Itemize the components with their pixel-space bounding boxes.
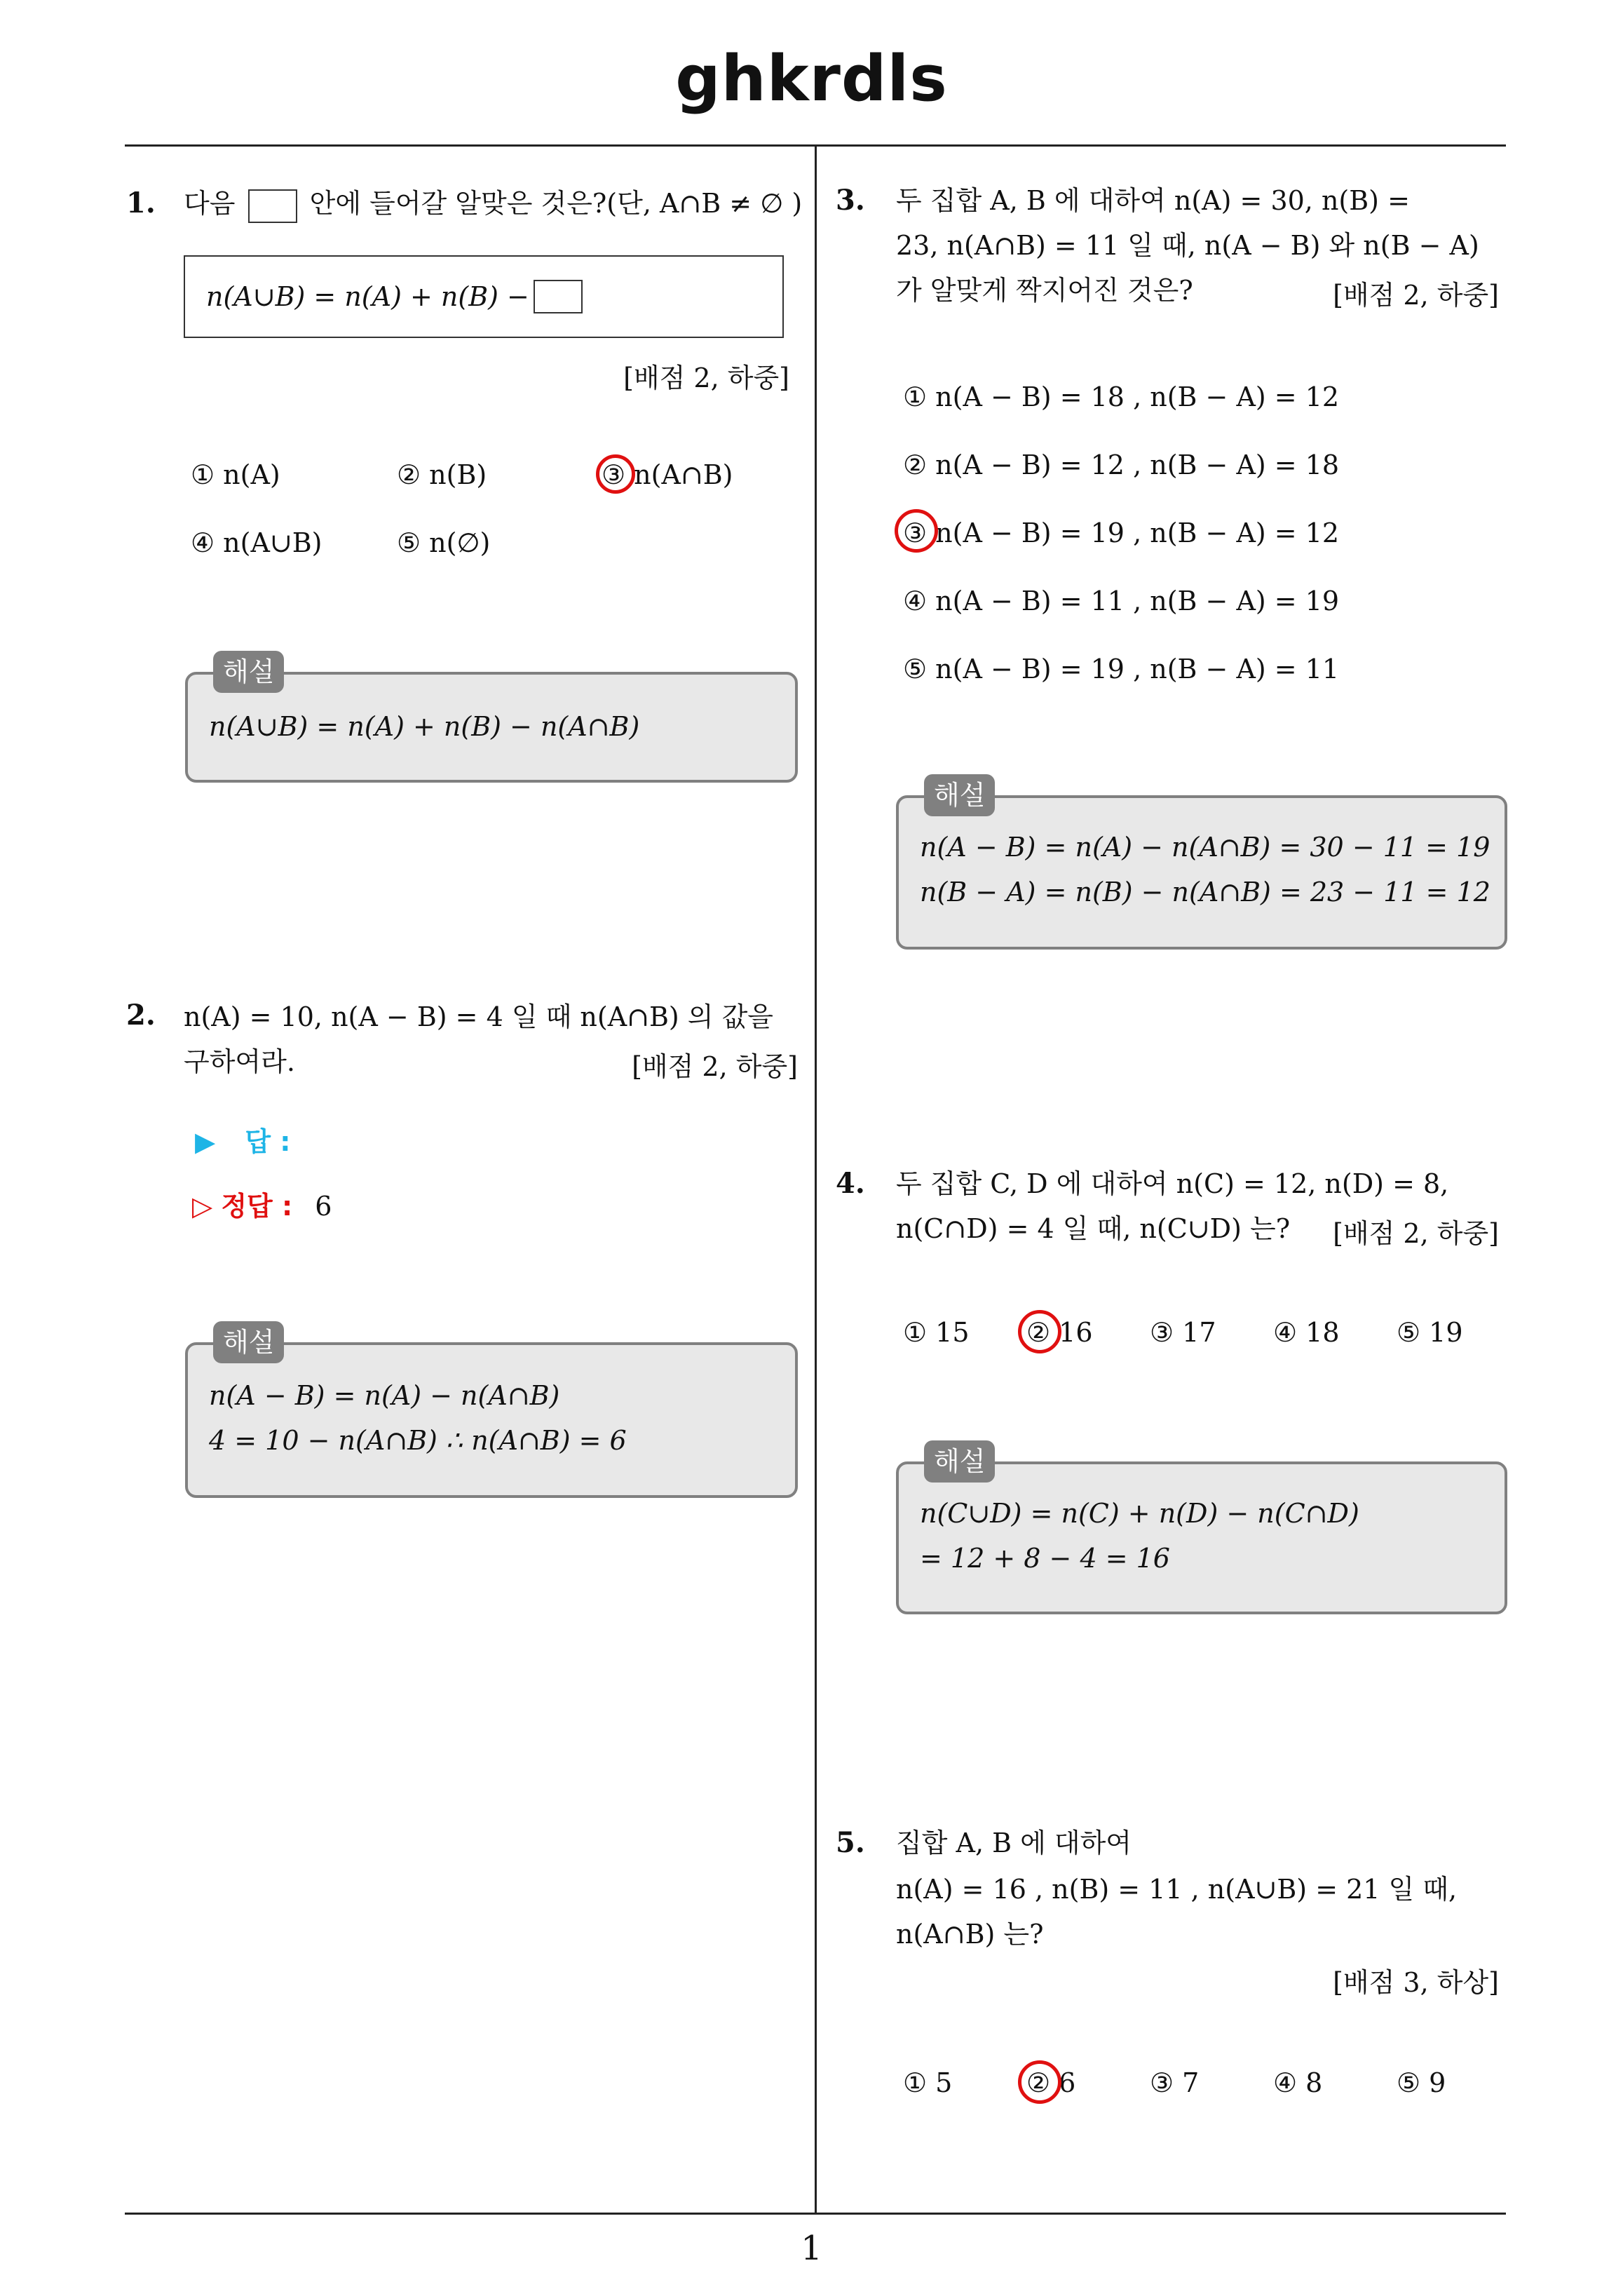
choice-5[interactable]: ⑤ 19 bbox=[1397, 1317, 1463, 1348]
score-label: [배점 2, 하중] bbox=[623, 363, 789, 393]
answer-circle-mark bbox=[1018, 2060, 1061, 2104]
choice-4[interactable]: ④ n(A − B) = 11 , n(B − A) = 19 bbox=[903, 586, 1340, 616]
key-arrow-icon: ▷ bbox=[192, 1191, 213, 1222]
blank-box bbox=[248, 189, 297, 223]
choice-3[interactable]: ③ 17 bbox=[1150, 1317, 1216, 1348]
solution-line: = 12 + 8 − 4 = 16 bbox=[920, 1543, 1170, 1574]
blank-box bbox=[534, 280, 583, 313]
question-text-part: 다음 bbox=[184, 188, 236, 219]
solution-line: n(B − A) = n(B) − n(A∩B) = 23 − 11 = 12 bbox=[920, 877, 1490, 907]
solution-tag: 해설 bbox=[213, 651, 284, 693]
question-text: 두 집합 C, D 에 대하여 n(C) = 12, n(D) = 8, bbox=[896, 1168, 1449, 1199]
question-number: 2. bbox=[126, 999, 156, 1032]
question-text: n(A∩B) 는? bbox=[896, 1919, 1044, 1950]
formula-box bbox=[184, 255, 784, 338]
score-label: [배점 2, 하중] bbox=[1333, 1218, 1499, 1249]
choice-2[interactable]: ② n(A − B) = 12 , n(B − A) = 18 bbox=[903, 450, 1340, 480]
choice-1[interactable]: ① n(A) bbox=[191, 459, 280, 490]
question-number: 5. bbox=[836, 1826, 865, 1859]
solution-box bbox=[185, 656, 798, 783]
question-text: n(A) = 16 , n(B) = 11 , n(A∪B) = 21 일 때, bbox=[896, 1874, 1458, 1905]
choice-3[interactable]: ③ n(A − B) = 19 , n(B − A) = 12 bbox=[903, 518, 1340, 548]
solution-line: n(C∪D) = n(C) + n(D) − n(C∩D) bbox=[920, 1498, 1359, 1529]
choice-1[interactable]: ① n(A − B) = 18 , n(B − A) = 12 bbox=[903, 381, 1340, 412]
question-text: n(A) = 10, n(A − B) = 4 일 때 n(A∩B) 의 값을 bbox=[184, 1001, 774, 1032]
answer-arrow-icon: ▶ bbox=[195, 1126, 216, 1157]
choice-4[interactable]: ④ 8 bbox=[1273, 2067, 1323, 2098]
choice-1[interactable]: ① 15 bbox=[903, 1317, 970, 1348]
choice-2[interactable]: ② 6 bbox=[1026, 2067, 1076, 2098]
answer-label: 답 : bbox=[245, 1126, 291, 1157]
column-divider bbox=[815, 144, 817, 2215]
question-text: 집합 A, B 에 대하여 bbox=[896, 1828, 1132, 1858]
choice-3[interactable]: ③ n(A∩B) bbox=[602, 459, 733, 490]
question-text: n(C∩D) = 4 일 때, n(C∪D) 는? bbox=[896, 1213, 1291, 1244]
choice-2[interactable]: ② n(B) bbox=[397, 459, 487, 490]
choice-5[interactable]: ⑤ 9 bbox=[1397, 2067, 1446, 2098]
solution-tag: 해설 bbox=[924, 1440, 995, 1483]
solution-tag: 해설 bbox=[924, 774, 995, 816]
choice-2[interactable]: ② 16 bbox=[1026, 1317, 1093, 1348]
choice-4[interactable]: ④ n(A∪B) bbox=[191, 527, 322, 558]
question-text-part: 안에 들어갈 알맞은 것은?(단, A∩B ≠ ∅ ) bbox=[309, 188, 803, 219]
solution-line: 4 = 10 − n(A∩B) ∴ n(A∩B) = 6 bbox=[209, 1425, 627, 1456]
score-label: [배점 2, 하중] bbox=[1333, 280, 1499, 311]
solution-box bbox=[185, 1327, 798, 1498]
page-number: 1 bbox=[801, 2229, 822, 2268]
solution-tag: 해설 bbox=[213, 1321, 284, 1363]
answer-row bbox=[195, 1119, 290, 1164]
question-text bbox=[184, 181, 802, 226]
solution-line: n(A − B) = n(A) − n(A∩B) = 30 − 11 = 19 bbox=[920, 832, 1490, 863]
score-label: [배점 2, 하중] bbox=[632, 1051, 798, 1082]
solution-line: n(A∪B) = n(A) + n(B) − n(A∩B) bbox=[209, 711, 640, 742]
question-number: 1. bbox=[126, 187, 156, 220]
choice-5[interactable]: ⑤ n(A − B) = 19 , n(B − A) = 11 bbox=[903, 654, 1340, 684]
choice-4[interactable]: ④ 18 bbox=[1273, 1317, 1340, 1348]
answer-circle-mark bbox=[1018, 1310, 1061, 1353]
question-text: 구하여라. bbox=[184, 1046, 295, 1077]
key-row bbox=[192, 1184, 332, 1229]
question-text: 두 집합 A, B 에 대하여 n(A) = 30, n(B) = bbox=[896, 185, 1410, 216]
question-text: 23, n(A∩B) = 11 일 때, n(A − B) 와 n(B − A) bbox=[896, 230, 1479, 261]
page-title: ghkrdls bbox=[675, 42, 948, 116]
question-number: 3. bbox=[836, 184, 865, 217]
bottom-rule bbox=[125, 2213, 1506, 2215]
solution-box bbox=[896, 1446, 1507, 1614]
choice-3[interactable]: ③ 7 bbox=[1150, 2067, 1200, 2098]
question-number: 4. bbox=[836, 1167, 865, 1200]
score-label: [배점 3, 하상] bbox=[1333, 1967, 1499, 1998]
key-value: 6 bbox=[315, 1191, 332, 1222]
key-label: 정답 : bbox=[221, 1191, 293, 1222]
answer-circle-mark bbox=[895, 509, 938, 553]
question-text: 가 알맞게 짝지어진 것은? bbox=[896, 275, 1193, 306]
formula-text: n(A∪B) = n(A) + n(B) − bbox=[206, 281, 529, 312]
solution-line: n(A − B) = n(A) − n(A∩B) bbox=[209, 1380, 560, 1411]
choice-1[interactable]: ① 5 bbox=[903, 2067, 953, 2098]
choice-5[interactable]: ⑤ n(∅) bbox=[397, 527, 491, 558]
answer-circle-mark bbox=[596, 454, 635, 494]
solution-box bbox=[896, 780, 1507, 950]
